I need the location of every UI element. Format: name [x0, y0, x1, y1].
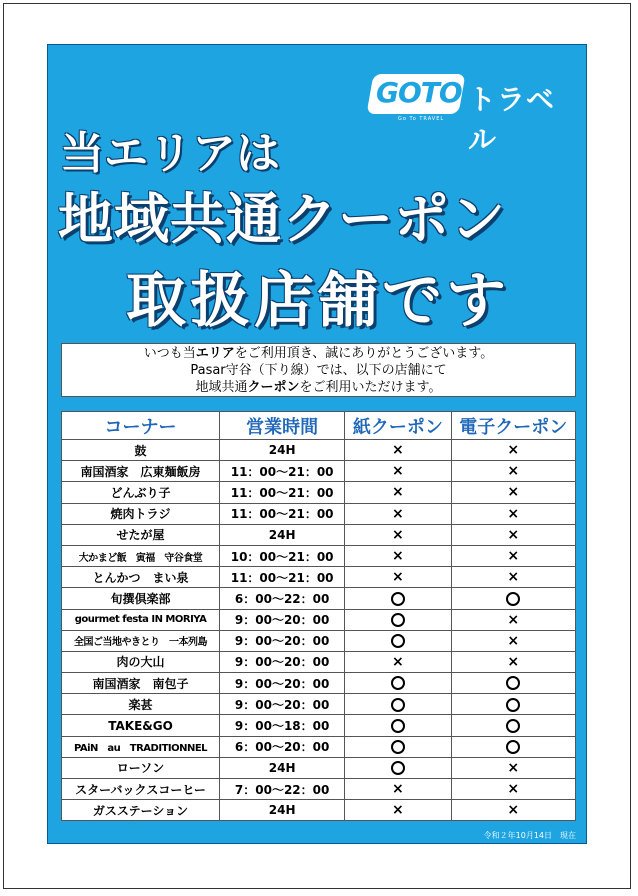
paper-coupon-cell: [345, 588, 451, 609]
store-name-cell: 南国酒家 南包子: [62, 673, 220, 694]
message-text-bold: クーポン: [247, 380, 300, 395]
available-circle-icon: [506, 592, 520, 606]
digital-coupon-cell: ×: [451, 630, 575, 651]
header-digital-coupon: 電子クーポン: [451, 412, 575, 440]
hours-cell: 6：00～22：00: [220, 588, 345, 609]
table-row: [62, 673, 576, 694]
store-name-cell: 楽甚: [62, 694, 220, 715]
hours-cell: 24H: [220, 524, 345, 545]
hours-cell: 11：00～21：00: [220, 461, 345, 482]
message-line-3: [62, 379, 575, 396]
paper-coupon-cell: ×: [345, 461, 451, 482]
digital-coupon-cell: [451, 694, 575, 715]
table-row: [62, 482, 576, 503]
store-name-cell: とんかつ まい泉: [62, 567, 220, 588]
paper-coupon-cell: ×: [345, 482, 451, 503]
available-circle-icon: [506, 698, 520, 712]
message-line-2: Pasar守谷（下り線）では、以下の店舗にて: [190, 363, 447, 378]
available-circle-icon: [391, 676, 405, 690]
paper-coupon-cell: ×: [345, 800, 451, 821]
heading-line-1: 当エリアは: [60, 128, 280, 179]
table-row: [62, 524, 576, 545]
hours-cell: 11：00～21：00: [220, 567, 345, 588]
available-circle-icon: [391, 740, 405, 754]
hours-cell: 9：00～20：00: [220, 673, 345, 694]
table-row: [62, 715, 576, 736]
hours-cell: 24H: [220, 757, 345, 778]
table-row: [62, 567, 576, 588]
digital-coupon-cell: ×: [451, 567, 575, 588]
header-hours: 営業時間: [220, 412, 345, 440]
table-row: [62, 588, 576, 609]
table-row: [62, 630, 576, 651]
message-line-1: [62, 345, 575, 362]
available-circle-icon: [506, 740, 520, 754]
heading-line-2: 地域共通クーポン: [58, 187, 507, 251]
store-name-cell: TAKE&GO: [62, 715, 220, 736]
store-name-cell: 旬撰倶楽部: [62, 588, 220, 609]
welcome-message: [61, 343, 576, 397]
store-name-cell: ガスステーション: [62, 800, 220, 821]
store-name-cell: 焼肉トラジ: [62, 503, 220, 524]
available-circle-icon: [506, 719, 520, 733]
table-row: [62, 800, 576, 821]
paper-coupon-cell: [345, 673, 451, 694]
available-circle-icon: [391, 613, 405, 627]
digital-coupon-cell: [451, 673, 575, 694]
store-name-cell: 南国酒家 広東麺飯房: [62, 461, 220, 482]
message-text-bold: エリア: [195, 346, 235, 361]
paper-coupon-cell: [345, 694, 451, 715]
digital-coupon-cell: ×: [451, 651, 575, 672]
table-header-row: [62, 412, 576, 440]
store-name-cell: ローソン: [62, 757, 220, 778]
digital-coupon-cell: ×: [451, 482, 575, 503]
hours-cell: 11：00～21：00: [220, 503, 345, 524]
table-row: [62, 545, 576, 566]
hours-cell: 6：00～20：00: [220, 736, 345, 757]
table-row: [62, 651, 576, 672]
table-row: [62, 779, 576, 800]
table-row: [62, 503, 576, 524]
digital-coupon-cell: ×: [451, 440, 575, 461]
paper-coupon-cell: [345, 715, 451, 736]
hours-cell: 11：00～21：00: [220, 482, 345, 503]
digital-coupon-cell: ×: [451, 503, 575, 524]
available-circle-icon: [391, 634, 405, 648]
message-text: いつも当: [143, 346, 196, 361]
table-row: [62, 757, 576, 778]
store-name-cell: スターバックスコーヒー: [62, 779, 220, 800]
digital-coupon-cell: ×: [451, 757, 575, 778]
digital-coupon-cell: [451, 588, 575, 609]
store-table-wrapper: [61, 411, 576, 821]
logo-goto-text: GOTO: [376, 76, 462, 109]
hours-cell: 9：00～18：00: [220, 715, 345, 736]
hours-cell: 9：00～20：00: [220, 694, 345, 715]
goto-travel-logo: [370, 70, 570, 156]
paper-coupon-cell: [345, 630, 451, 651]
digital-coupon-cell: ×: [451, 524, 575, 545]
store-name-cell: せたが屋: [62, 524, 220, 545]
digital-coupon-cell: ×: [451, 800, 575, 821]
hours-cell: 10：00～21：00: [220, 545, 345, 566]
logo-travel-text: トラベル: [468, 83, 556, 156]
available-circle-icon: [391, 719, 405, 733]
message-text: をご利用いただけます。: [299, 380, 442, 395]
available-circle-icon: [391, 761, 405, 775]
hours-cell: 9：00～20：00: [220, 609, 345, 630]
header-corner: コーナー: [62, 412, 220, 440]
available-circle-icon: [391, 698, 405, 712]
digital-coupon-cell: ×: [451, 545, 575, 566]
store-table: [61, 411, 576, 821]
digital-coupon-cell: [451, 715, 575, 736]
paper-coupon-cell: ×: [345, 651, 451, 672]
message-text: 地域共通: [195, 380, 248, 395]
table-row: [62, 694, 576, 715]
header-paper-coupon: 紙クーポン: [345, 412, 451, 440]
digital-coupon-cell: ×: [451, 609, 575, 630]
paper-coupon-cell: ×: [345, 503, 451, 524]
paper-coupon-cell: ×: [345, 440, 451, 461]
table-row: [62, 609, 576, 630]
digital-coupon-cell: ×: [451, 461, 575, 482]
hours-cell: 24H: [220, 440, 345, 461]
table-row: [62, 440, 576, 461]
store-name-cell: gourmet festa IN MORIYA: [62, 609, 220, 630]
store-name-cell: 肉の大山: [62, 651, 220, 672]
paper-coupon-cell: [345, 609, 451, 630]
store-name-cell: 鼓: [62, 440, 220, 461]
store-name-cell: 大かまど飯 寅福 守谷食堂: [62, 545, 220, 566]
paper-coupon-cell: ×: [345, 779, 451, 800]
paper-coupon-cell: [345, 736, 451, 757]
store-name-cell: 全国ご当地やきとり 一本列島: [62, 630, 220, 651]
paper-coupon-cell: [345, 757, 451, 778]
hours-cell: 7：00～22：00: [220, 779, 345, 800]
paper-coupon-cell: ×: [345, 567, 451, 588]
message-text: をご利用頂き、誠にありがとうございます。: [234, 346, 494, 361]
digital-coupon-cell: [451, 736, 575, 757]
hours-cell: 9：00～20：00: [220, 630, 345, 651]
hours-cell: 9：00～20：00: [220, 651, 345, 672]
hours-cell: 24H: [220, 800, 345, 821]
table-row: [62, 461, 576, 482]
logo-sub-text: Go To TRAVEL: [398, 116, 445, 122]
heading-line-3: 取扱店舗です: [126, 266, 510, 336]
paper-coupon-cell: ×: [345, 524, 451, 545]
store-name-cell: どんぶり子: [62, 482, 220, 503]
available-circle-icon: [391, 592, 405, 606]
table-row: [62, 736, 576, 757]
available-circle-icon: [506, 676, 520, 690]
paper-coupon-cell: ×: [345, 545, 451, 566]
date-note: 令和２年10月14日 現在: [483, 831, 576, 840]
poster: [47, 44, 587, 844]
digital-coupon-cell: ×: [451, 779, 575, 800]
store-name-cell: PAiN au TRADITIONNEL: [62, 736, 220, 757]
